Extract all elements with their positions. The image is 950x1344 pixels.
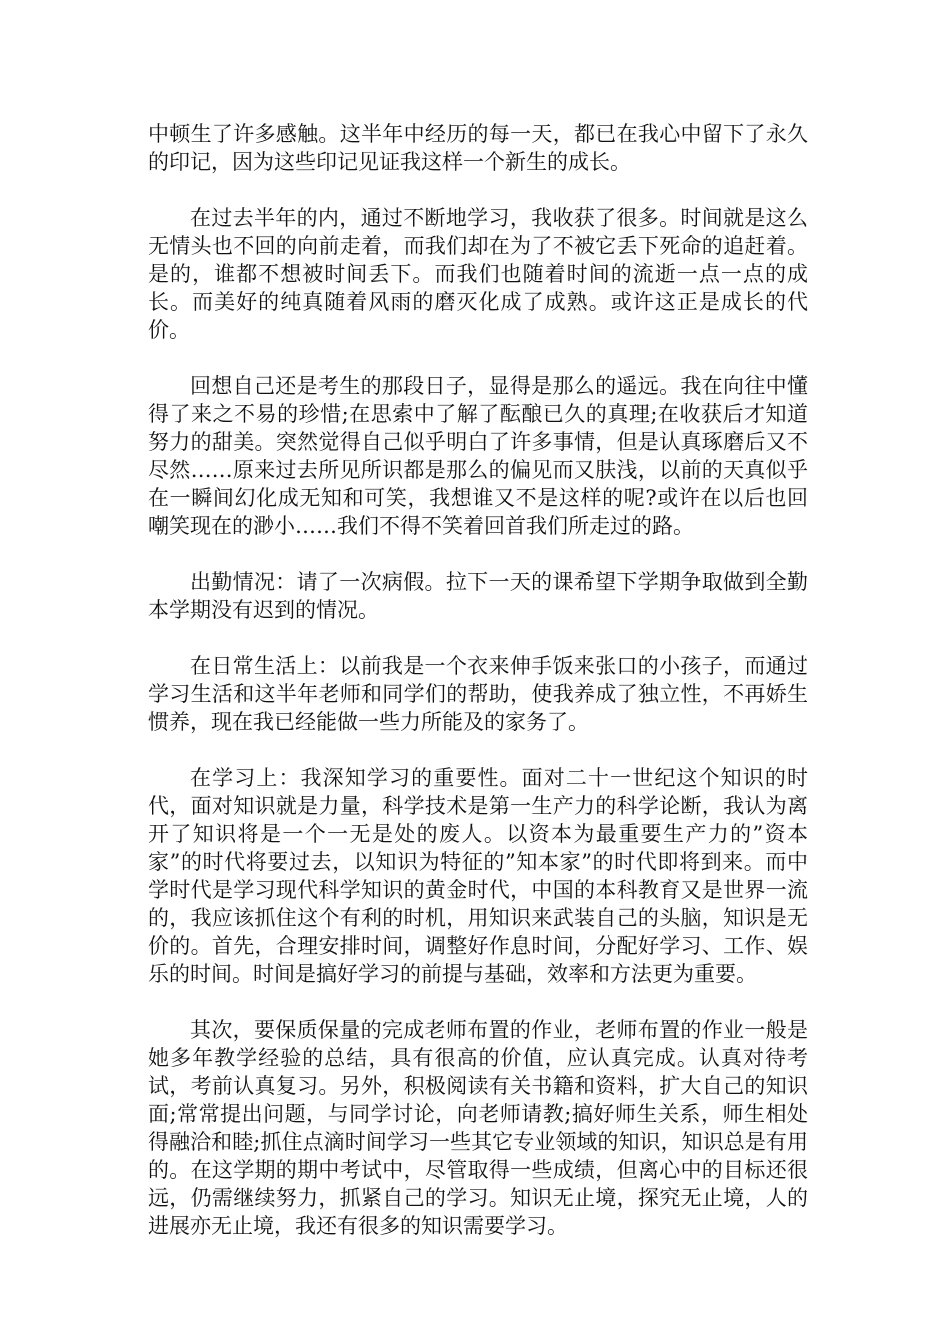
paragraph-continued: 中顿生了许多感触。这半年中经历的每一天，都已在我心中留下了永久的印记，因为这些印记见证我这样一个新生的成长。 (148, 122, 808, 174)
document-body (148, 120, 808, 1268)
paragraph-attendance: 出勤情况：请了一次病假。拉下一天的课希望下学期争取做到全勤本学期没有迟到的情况。 (148, 570, 808, 622)
paragraph-daily-life: 在日常生活上：以前我是一个衣来伸手饭来张口的小孩子，而通过学习生活和这半年老师和同学们的帮助，使我养成了独立性，不再娇生惯养，现在我已经能做一些力所能及的家务了。 (148, 654, 808, 734)
paragraph-homework: 其次，要保质保量的完成老师布置的作业，老师布置的作业一般是她多年教学经验的总结，具有很高的价值，应认真完成。认真对待考试，考前认真复习。另外，积极阅读有关书籍和资料，扩大自己的知识面;常常提出问题，与同学讨论，向老师请教;搞好师生关系，师生相处得融洽和睦;抓住点滴时间学习一些其它专业领域的知识，知识总是有用的。在这学期的期中考试中，尽管取得一些成绩，但离心中的目标还很远，仍需继续努力，抓紧自己的学习。知识无止境，探究无止境，人的进展亦无止境，我还有很多的知识需要学习。 (148, 1018, 808, 1238)
paragraph-study: 在学习上：我深知学习的重要性。面对二十一世纪这个知识的时代，面对知识就是力量，科学技术是第一生产力的科学论断，我认为离开了知识将是一个一无是处的废人。以资本为最重要生产力的”资本家”的时代将要过去，以知识为特征的”知本家”的时代即将到来。而中学时代是学习现代科学知识的黄金时代，中国的本科教育又是世界一流的，我应该抓住这个有利的时机，用知识来武装自己的头脑，知识是无价的。首先，合理安排时间，调整好作息时间，分配好学习、工作、娱乐的时间。时间是搞好学习的前提与基础，效率和方法更为重要。 (148, 766, 808, 986)
paragraph-learning-gains: 在过去半年的内，通过不断地学习，我收获了很多。时间就是这么无情头也不回的向前走着，而我们却在为了不被它丢下死命的追赶着。是的，谁都不想被时间丢下。而我们也随着时间的流逝一点一点的成长。而美好的纯真随着风雨的磨灭化成了成熟。或许这正是成长的代价。 (148, 206, 808, 342)
paragraph-reflection: 回想自己还是考生的那段日子，显得是那么的遥远。我在向往中懂得了来之不易的珍惜;在思索中了解了酝酿已久的真理;在收获后才知道努力的甜美。突然觉得自己似乎明白了许多事情，但是认真琢磨后又不尽然……原来过去所见所识都是那么的偏见而又肤浅，以前的天真似乎在一瞬间幻化成无知和可笑，我想谁又不是这样的呢?或许在以后也回嘲笑现在的渺小……我们不得不笑着回首我们所走过的路。 (148, 374, 808, 538)
